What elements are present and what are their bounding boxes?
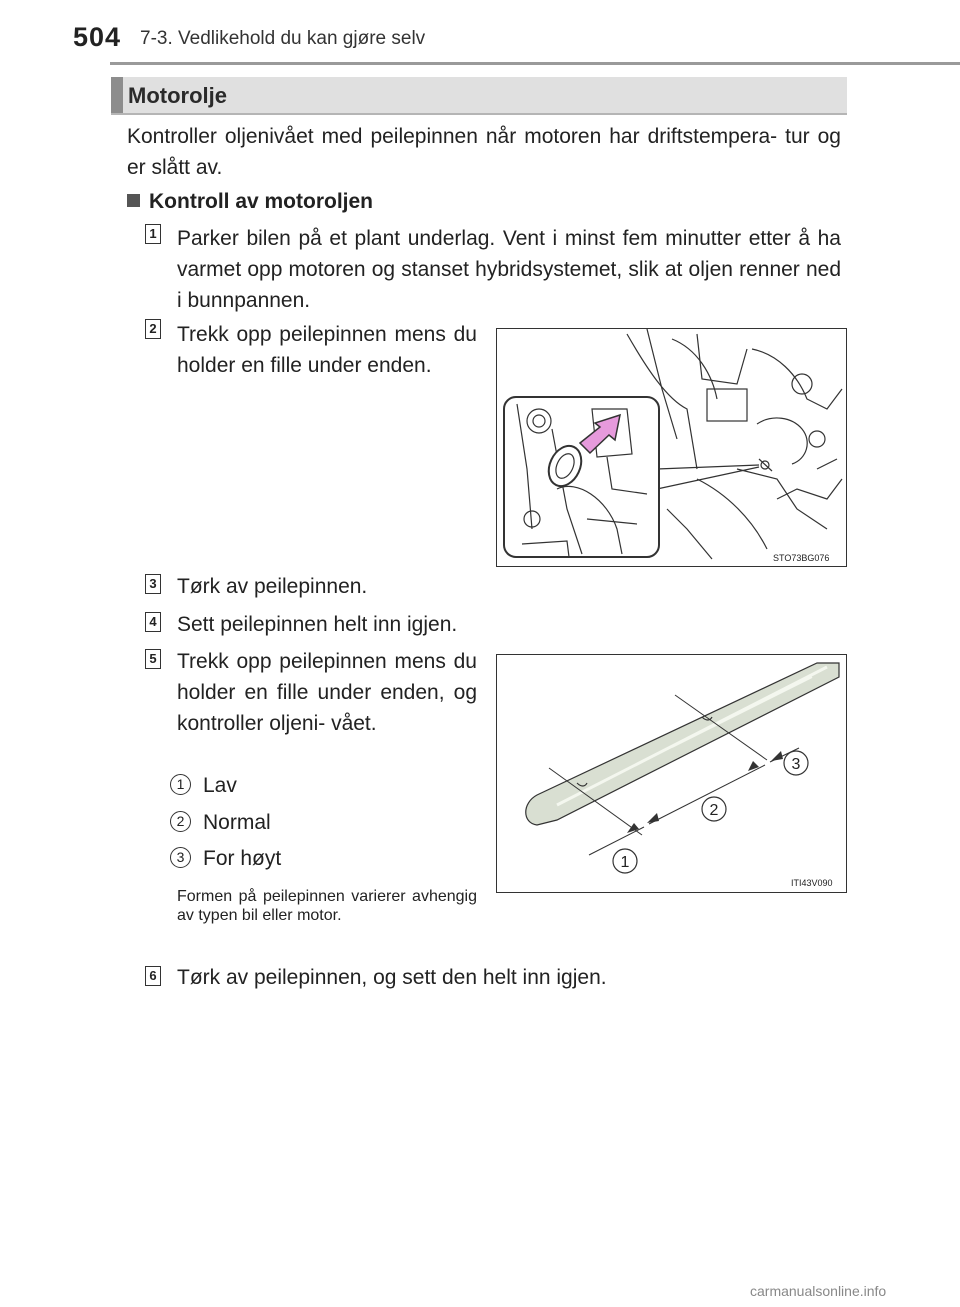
- figure-2-code: ITI43V090: [791, 878, 833, 888]
- step-4-badge: 4: [145, 612, 161, 632]
- dipstick-illustration: [497, 655, 847, 893]
- step-3-text: Tørk av peilepinnen.: [177, 575, 368, 598]
- header-divider: [110, 62, 960, 65]
- page-number: 504: [73, 22, 122, 52]
- dipstick-callout-2: 2: [709, 802, 719, 819]
- step-4-text: Sett peilepinnen helt inn igjen.: [177, 613, 458, 636]
- dipstick-figure: [496, 654, 847, 893]
- step-3-badge: 3: [145, 574, 161, 594]
- level-1-badge: 1: [170, 774, 191, 795]
- subheading-text: Kontroll av motoroljen: [149, 190, 374, 213]
- section-title: Motorolje: [128, 83, 227, 108]
- chapter-heading: 7-3. Vedlikehold du kan gjøre selv: [140, 28, 426, 49]
- step-6-text: Tørk av peilepinnen, og sett den helt inn igjen.: [177, 966, 607, 989]
- engine-bay-illustration: [497, 329, 847, 567]
- step-6-badge: 6: [145, 966, 161, 986]
- intro-paragraph: Kontroller oljenivået med peilepinnen når motoren har driftstempera- tur og er slått av.: [127, 125, 841, 179]
- section-title-box: [111, 77, 847, 115]
- step-1-badge: 1: [145, 224, 161, 244]
- section-title-accent: [111, 77, 123, 113]
- dipstick-callout-1: 1: [620, 854, 630, 871]
- level-1-label: Lav: [203, 774, 237, 797]
- engine-bay-figure: [496, 328, 847, 567]
- step-2-badge: 2: [145, 319, 161, 339]
- subheading: [127, 190, 373, 214]
- step-5-text: Trekk opp peilepinnen mens du holder en fille under enden, og kontroller oljeni- vået.: [177, 650, 477, 735]
- level-2-label: Normal: [203, 811, 271, 834]
- watermark: carmanualsonline.info: [750, 1283, 887, 1299]
- dipstick-note: Formen på peilepinnen varierer avhengig av typen bil eller motor.: [177, 888, 477, 924]
- square-bullet-icon: [127, 194, 140, 207]
- step-1-text: Parker bilen på et plant underlag. Vent i minst fem minutter etter å ha varmet opp motoren og stanset hybridsystemet, slik at oljen renner ned i bunnpannen.: [177, 227, 841, 312]
- figure-1-code: STO73BG076: [773, 553, 830, 563]
- step-2-text: Trekk opp peilepinnen mens du holder en fille under enden.: [177, 323, 477, 377]
- level-2-badge: 2: [170, 811, 191, 832]
- dipstick-callout-3: 3: [791, 756, 801, 773]
- level-3-badge: 3: [170, 847, 191, 868]
- step-5-badge: 5: [145, 649, 161, 669]
- level-3-label: For høyt: [203, 847, 282, 870]
